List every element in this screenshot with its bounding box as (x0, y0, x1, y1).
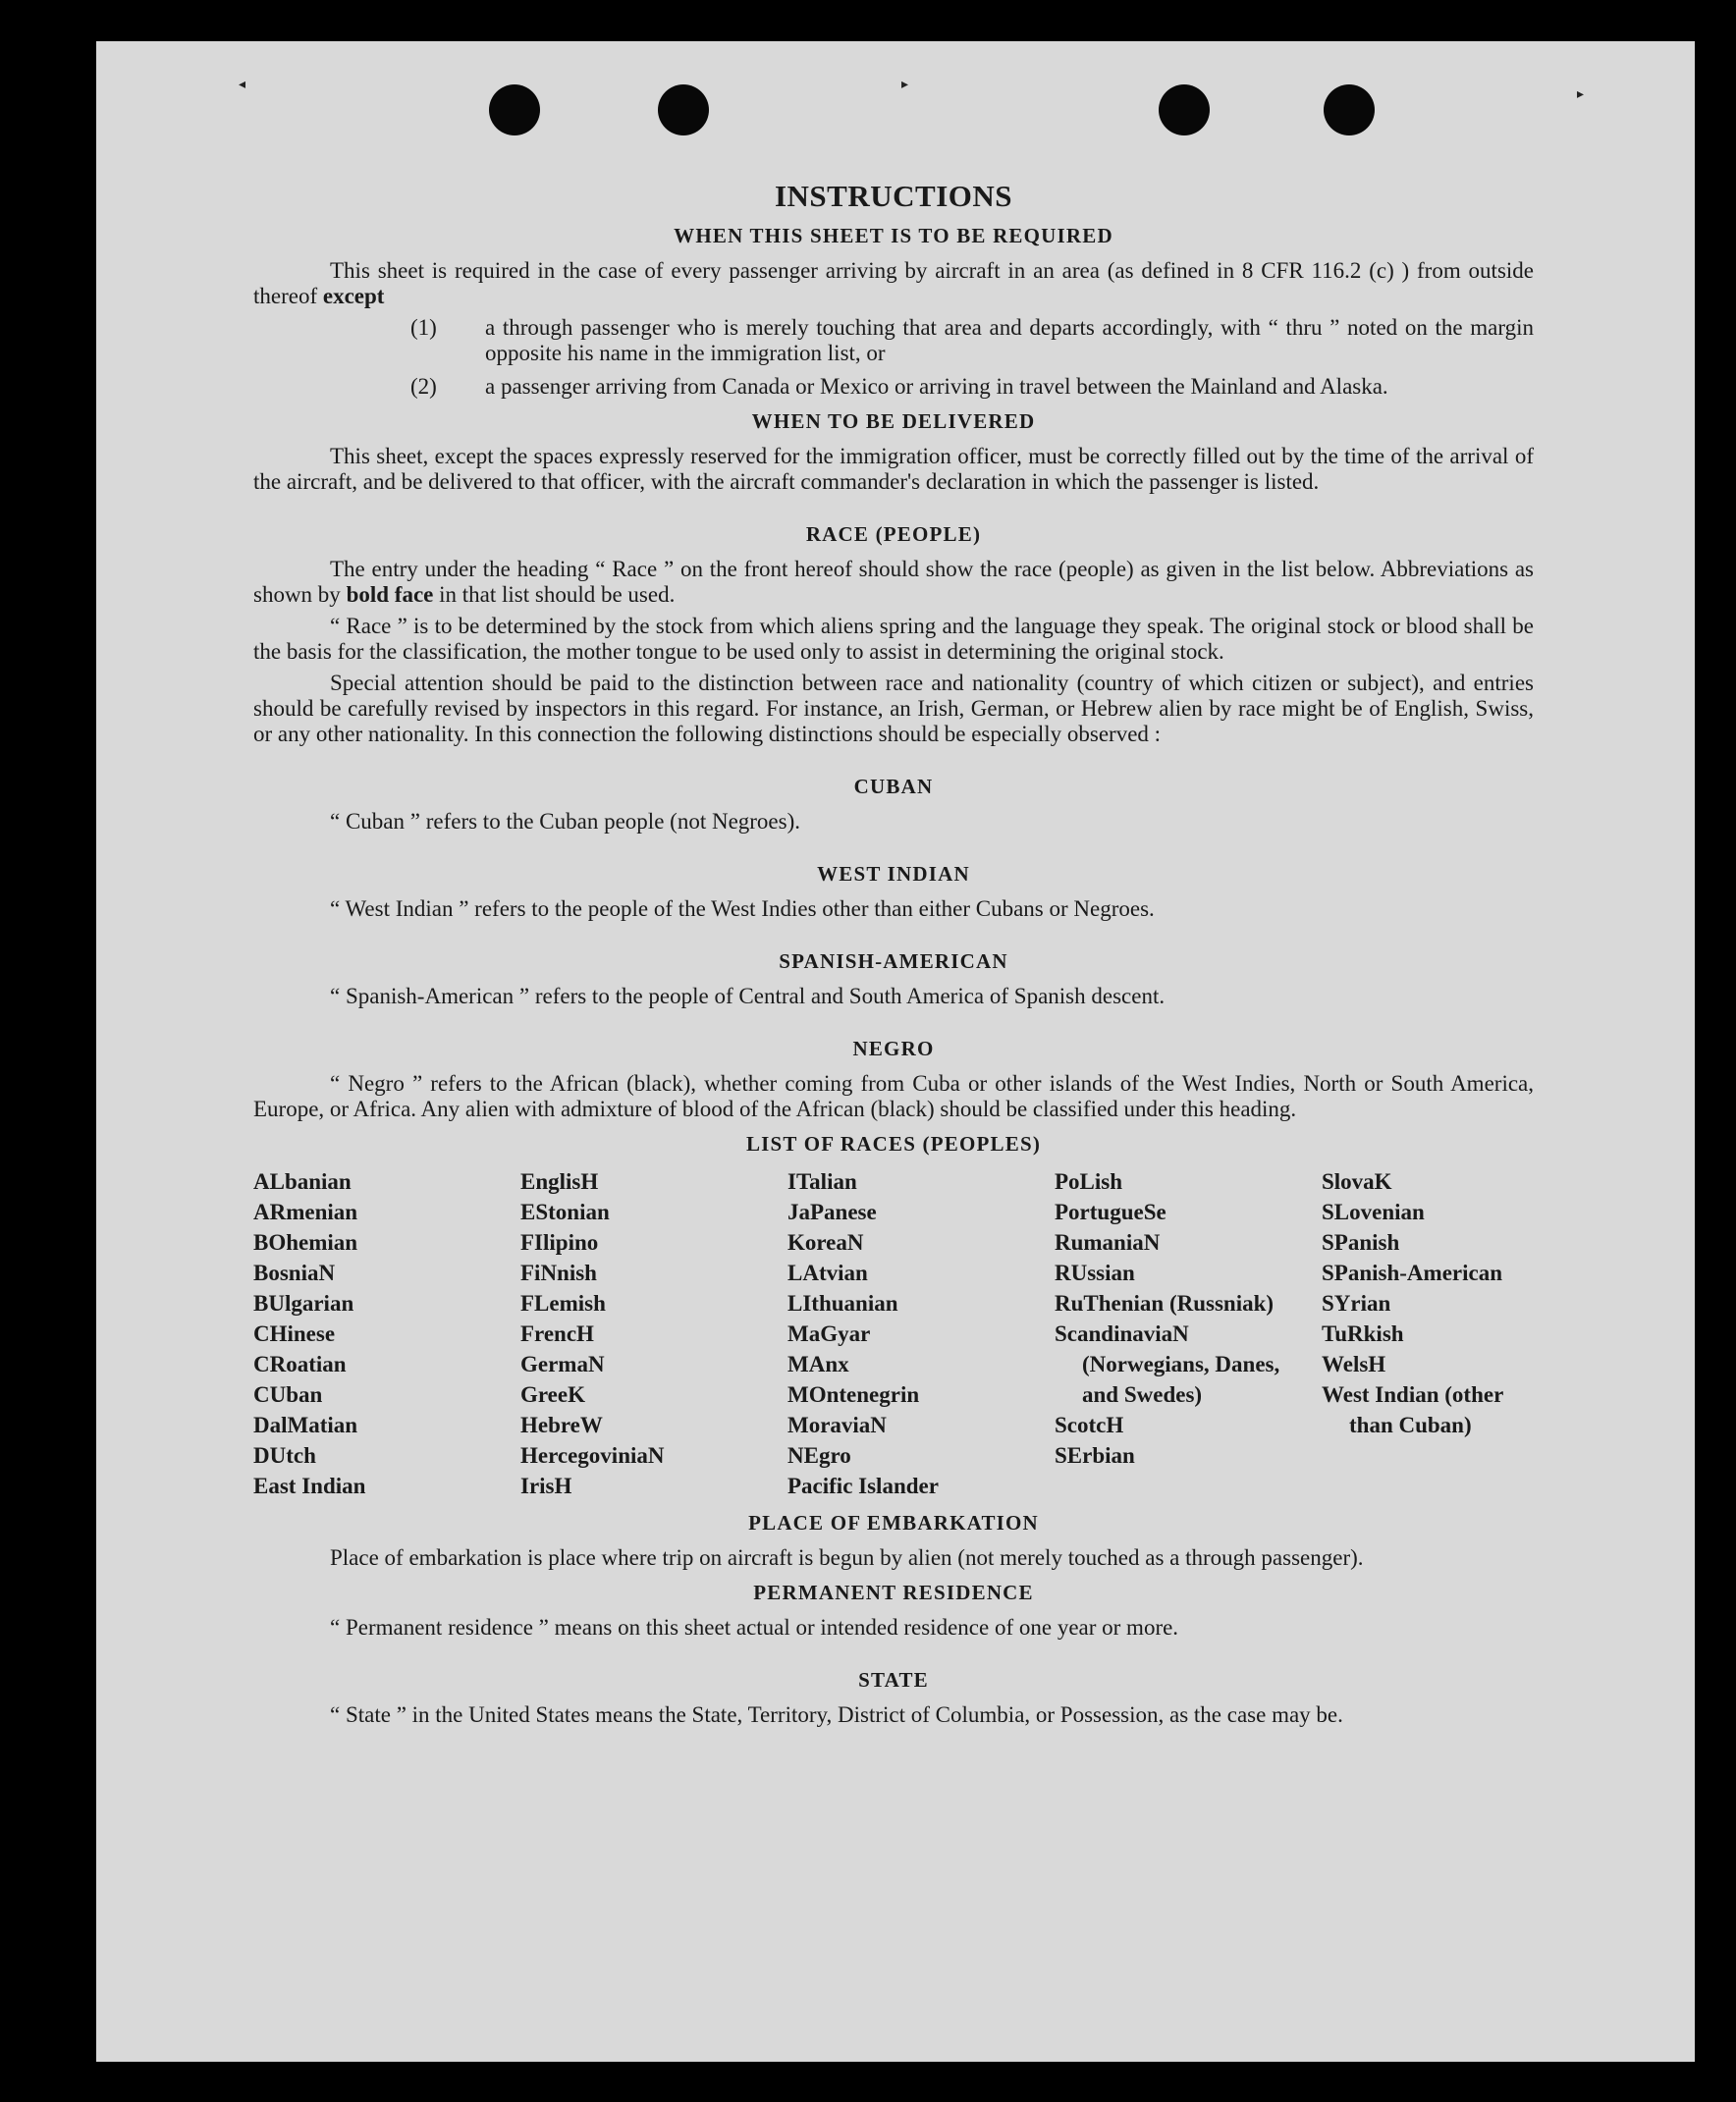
races-column (787, 1166, 1055, 1501)
race-entry: FIlipino (520, 1230, 599, 1255)
race-entry: DUtch (253, 1443, 316, 1468)
race-entry: GreeK (520, 1382, 585, 1407)
race-entry: SPanish (1322, 1230, 1400, 1255)
race-entry: HebreW (520, 1413, 603, 1437)
section-heading-when-delivered: WHEN TO BE DELIVERED (751, 409, 1036, 433)
embarkation-text: Place of embarkation is place where trip on aircraft is begun by alien (not merely touched as a through passenger). (330, 1545, 1364, 1570)
race-paragraph: “ Race ” is to be determined by the stock from which aliens spring and the language they speak. The original stock or blood shall be the basis for the classification, the mother tongue to be used only to assist in determining the original stock. (253, 614, 1534, 664)
race-entry: RumaniaN (1055, 1230, 1161, 1255)
race-paragraph: Special attention should be paid to the distinction between race and nationality (country of which citizen or subject), and entries should be carefully revised by inspectors in this regard. For instance, an Irish, German, or Hebrew alien by race might be of English, Swiss, or any other nationality. In this connection the following distinctions should be especially observed : (253, 671, 1534, 746)
negro-text: “ Negro ” refers to the African (black), whether coming from Cuba or other islands of the West Indies, North or South America, Europe, or Africa. Any alien with admixture of blood of the African (black) should be classified under this heading. (253, 1071, 1534, 1121)
races-column (1055, 1166, 1322, 1501)
section-heading-list-of-races: LIST OF RACES (PEOPLES) (745, 1132, 1042, 1156)
exception-item: (1) a through passenger who is merely touching that area and departs accordingly, with “ thru ” noted on the margin opposite his name in the immigration list, or (410, 315, 1534, 365)
section-heading-when-required: WHEN THIS SHEET IS TO BE REQUIRED (674, 224, 1113, 247)
race-entry: JaPanese (787, 1200, 877, 1224)
race-entry: SErbian (1055, 1443, 1135, 1468)
spanish-american-text: “ Spanish-American ” refers to the people of Central and South America of Spanish descent. (330, 984, 1166, 1008)
state-text: “ State ” in the United States means the State, Territory, District of Columbia, or Possession, as the case may be. (330, 1702, 1343, 1727)
race-entry: ITalian (787, 1169, 857, 1194)
instructions-body (253, 179, 1534, 1734)
section-heading-race: RACE (PEOPLE) (805, 522, 982, 546)
race-entry: LIthuanian (787, 1291, 898, 1316)
race-entry: DalMatian (253, 1413, 358, 1437)
race-entry: FiNnish (520, 1261, 597, 1285)
race-entry: LAtvian (787, 1261, 868, 1285)
races-column (520, 1166, 787, 1501)
race-entry: MaGyar (787, 1321, 871, 1346)
section-heading-state: STATE (858, 1668, 929, 1692)
races-column (253, 1166, 520, 1501)
punch-hole (489, 84, 540, 135)
races-list (253, 1166, 1534, 1501)
race-paragraph: The entry under the heading “ Race ” on the front hereof should show the race (people) as given in the list below. Abbreviations as shown by bold face in that list should be used. (253, 557, 1534, 607)
west-indian-text: “ West Indian ” refers to the people of the West Indies other than either Cubans or Negroes. (330, 896, 1155, 921)
race-entry: ScotcH (1055, 1413, 1124, 1437)
race-entry: KoreaN (787, 1230, 864, 1255)
race-entry: GermaN (520, 1352, 605, 1376)
race-entry: EnglisH (520, 1169, 599, 1194)
section-heading-cuban: CUBAN (853, 775, 934, 798)
section-heading-west-indian: WEST INDIAN (817, 862, 970, 886)
race-entry: RuThenian (Russniak) (1055, 1291, 1275, 1316)
race-entry: ALbanian (253, 1169, 352, 1194)
document-page (96, 41, 1695, 2062)
race-entry: CRoatian (253, 1352, 347, 1376)
race-entry: MoraviaN (787, 1413, 887, 1437)
race-entry: FLemish (520, 1291, 606, 1316)
section-heading-spanish-american: SPANISH-AMERICAN (779, 949, 1008, 973)
race-entry: SPanish-American (1322, 1261, 1502, 1285)
race-entry: SYrian (1322, 1291, 1391, 1316)
race-entry: RUssian (1055, 1261, 1135, 1285)
race-entry: ARmenian (253, 1200, 358, 1224)
race-entry: EStonian (520, 1200, 610, 1224)
section-heading-negro: NEGRO (852, 1037, 935, 1060)
scan-mark: ▸ (901, 78, 909, 92)
race-entry: WelsH (1322, 1352, 1386, 1376)
exception-item: (2) a passenger arriving from Canada or Mexico or arriving in travel between the Mainland and Alaska. (410, 374, 1388, 399)
punch-hole (1324, 84, 1375, 135)
race-entry: PoLish (1055, 1169, 1123, 1194)
when-required-intro: This sheet is required in the case of every passenger arriving by aircraft in an area (as defined in 8 CFR 116.2 (c) ) from outside thereof except (253, 258, 1534, 308)
race-entry: Pacific Islander (787, 1474, 939, 1498)
residence-text: “ Permanent residence ” means on this sheet actual or intended residence of one year or more. (330, 1615, 1179, 1640)
page-title: INSTRUCTIONS (774, 179, 1012, 213)
races-column (1322, 1166, 1534, 1501)
race-entry: PortugueSe (1055, 1200, 1166, 1224)
race-entry: IrisH (520, 1474, 572, 1498)
cuban-text: “ Cuban ” refers to the Cuban people (not Negroes). (330, 809, 801, 834)
race-entry: TuRkish (1322, 1321, 1404, 1346)
race-entry: HercegoviniaN (520, 1443, 665, 1468)
race-entry: MAnx (787, 1352, 849, 1376)
race-entry: CHinese (253, 1321, 336, 1346)
race-entry: FrencH (520, 1321, 594, 1346)
race-entry: BUlgarian (253, 1291, 354, 1316)
race-entry: SlovaK (1322, 1169, 1392, 1194)
race-entry: BosniaN (253, 1261, 336, 1285)
race-entry: SLovenian (1322, 1200, 1425, 1224)
race-entry: BOhemian (253, 1230, 358, 1255)
section-heading-residence: PERMANENT RESIDENCE (753, 1581, 1034, 1604)
race-entry: ScandinaviaN (Norwegians, Danes, and Swedes) (1055, 1321, 1280, 1407)
section-heading-embarkation: PLACE OF EMBARKATION (748, 1511, 1039, 1535)
race-entry: CUban (253, 1382, 323, 1407)
race-entry: NEgro (787, 1443, 851, 1468)
scan-mark: ▸ (1577, 87, 1585, 102)
scan-mark: ◂ (239, 78, 246, 92)
race-entry: West Indian (other than Cuban) (1322, 1382, 1503, 1437)
race-entry: MOntenegrin (787, 1382, 920, 1407)
punch-hole (1159, 84, 1210, 135)
when-delivered-text: This sheet, except the spaces expressly reserved for the immigration officer, must be correctly filled out by the time of the arrival of the aircraft, and be delivered to that officer, with the aircraft commander's declaration in which the passenger is listed. (253, 444, 1534, 494)
race-entry: East Indian (253, 1474, 366, 1498)
punch-hole (658, 84, 709, 135)
